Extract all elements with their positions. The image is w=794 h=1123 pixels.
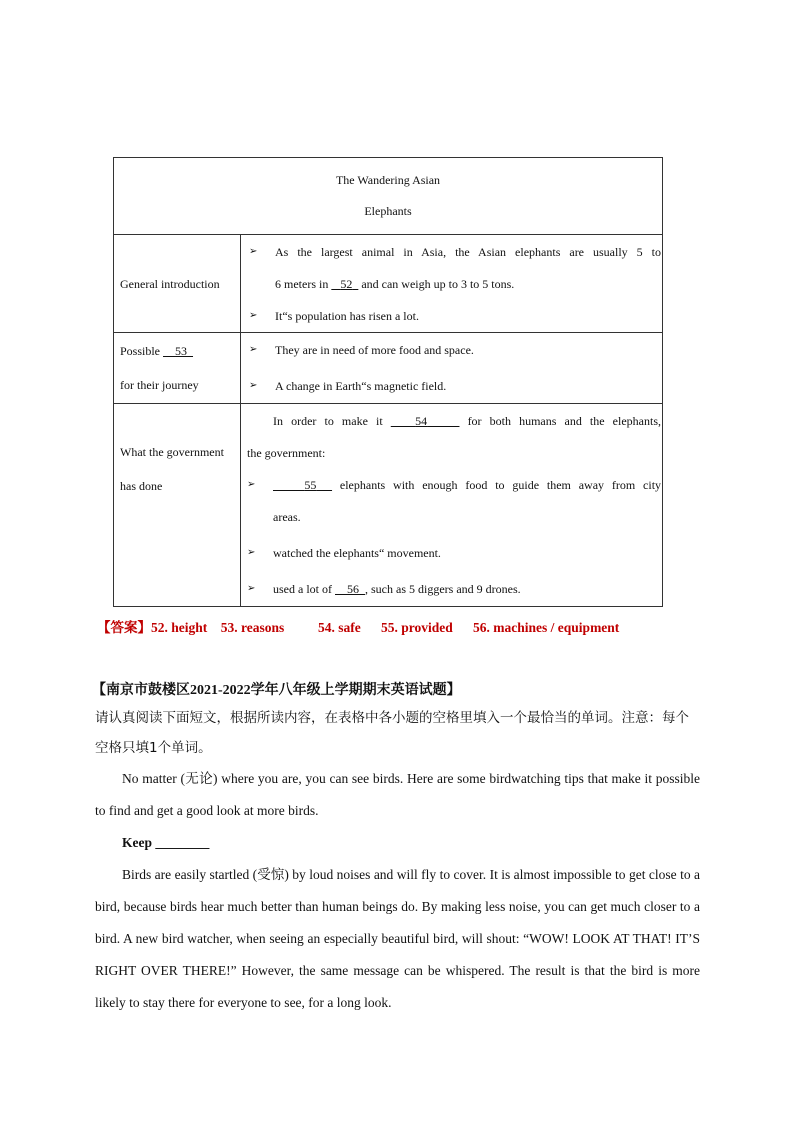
row-label-line2: for their journey bbox=[120, 378, 199, 392]
arrow-bullet-icon: ➢ bbox=[247, 583, 256, 594]
row-label-cell bbox=[114, 404, 241, 607]
table-row-reasons bbox=[114, 333, 663, 404]
instructions: 请认真阅读下面短文，根据所读内容，在表格中各小题的空格里填入一个最恰当的单词。注意：每个空格只填1个单词。 bbox=[95, 710, 689, 756]
intro-text: In order to make it 54 for both humans and the elephants, bbox=[273, 414, 662, 428]
arrow-bullet-icon: ➢ bbox=[249, 380, 258, 391]
bullet-text: A change in Earth“s magnetic field. bbox=[275, 379, 447, 393]
arrow-bullet-icon: ➢ bbox=[247, 547, 256, 558]
table-title-line2: Elephants bbox=[364, 204, 412, 218]
answer-item: 55. provided bbox=[381, 620, 453, 635]
bullet-text: 55 elephants with enough food to guide them away from city bbox=[273, 469, 661, 501]
bullet-text: used a lot of 56 , such as 5 diggers and 9 drones. bbox=[273, 582, 521, 596]
answer-item: 54. safe bbox=[318, 620, 361, 635]
answer-item: 52. height bbox=[151, 620, 208, 635]
intro-paragraph: No matter (无论) where you are, you can see birds. Here are some birdwatching tips that make it possible to find and get a good look at more birds. bbox=[95, 771, 700, 818]
answer-blank-56[interactable]: 56 bbox=[347, 582, 359, 596]
body-paragraph: Birds are easily startled (受惊) by loud noises and will fly to cover. It is almost impossible to get close to a bird, because birds hear much better than human beings do. By making less noise, you can get much closer to a bird. A new bird watcher, when seeing an especially beautiful bird, will shout: “WOW! LOOK AT THAT! IT’S RIGHT OVER THERE!” However, the same message can be whispered. The result is that the bird is more likely to stay there for everyone to see, for a long look. bbox=[95, 867, 700, 1010]
answer-item: 53. reasons bbox=[220, 620, 285, 635]
row-label-line1: What the government bbox=[120, 445, 224, 459]
table-title-line1: The Wandering Asian bbox=[335, 173, 441, 187]
table-row-government bbox=[114, 404, 663, 607]
arrow-bullet-icon: ➢ bbox=[247, 479, 256, 490]
row-content-cell bbox=[241, 235, 663, 333]
row-label-line1: Possible 53 bbox=[120, 334, 240, 368]
subheading: Keep ________ bbox=[122, 835, 210, 850]
arrow-bullet-icon: ➢ bbox=[249, 344, 258, 355]
table-title-row bbox=[114, 158, 663, 235]
bullet-text: It“s population has risen a lot. bbox=[275, 308, 419, 323]
answer-label: 【答案】 bbox=[97, 620, 151, 635]
answer-blank-52[interactable]: 52 bbox=[340, 276, 353, 291]
answer-item: 56. machines / equipment bbox=[473, 620, 620, 635]
reading-section bbox=[92, 679, 700, 1019]
bullet-text: watched the elephants“ movement. bbox=[273, 546, 441, 560]
bullet-text: They are in need of more food and space. bbox=[275, 343, 474, 357]
table-row-general bbox=[114, 235, 663, 333]
answer-blank-55[interactable]: 55 bbox=[304, 478, 317, 492]
bullet-text-line2: 6 meters in 52 and can weigh up to 3 to 5 tons. bbox=[275, 276, 515, 291]
row-content-cell bbox=[241, 333, 663, 404]
row-label-cell bbox=[114, 235, 241, 333]
answer-key bbox=[97, 616, 619, 636]
arrow-bullet-icon: ➢ bbox=[249, 245, 258, 257]
row-label-line2: has done bbox=[120, 479, 163, 493]
arrow-bullet-icon: ➢ bbox=[249, 309, 258, 321]
answer-blank-53[interactable]: 53 bbox=[175, 344, 188, 358]
worksheet-table bbox=[113, 157, 663, 607]
row-label-cell bbox=[114, 333, 241, 404]
intro-text-line2: the government: bbox=[247, 446, 326, 460]
row-content-cell bbox=[241, 404, 663, 607]
row-label: General introduction bbox=[120, 276, 220, 291]
answer-blank-54[interactable]: 54 bbox=[415, 414, 428, 428]
bullet-text-line2: areas. bbox=[273, 510, 301, 524]
bullet-text: As the largest animal in Asia, the Asian elephants are usually 5 to bbox=[275, 244, 661, 259]
section-heading: 【南京市鼓楼区2021-2022学年八年级上学期期末英语试题】 bbox=[92, 683, 461, 698]
table-title-cell bbox=[114, 158, 663, 235]
